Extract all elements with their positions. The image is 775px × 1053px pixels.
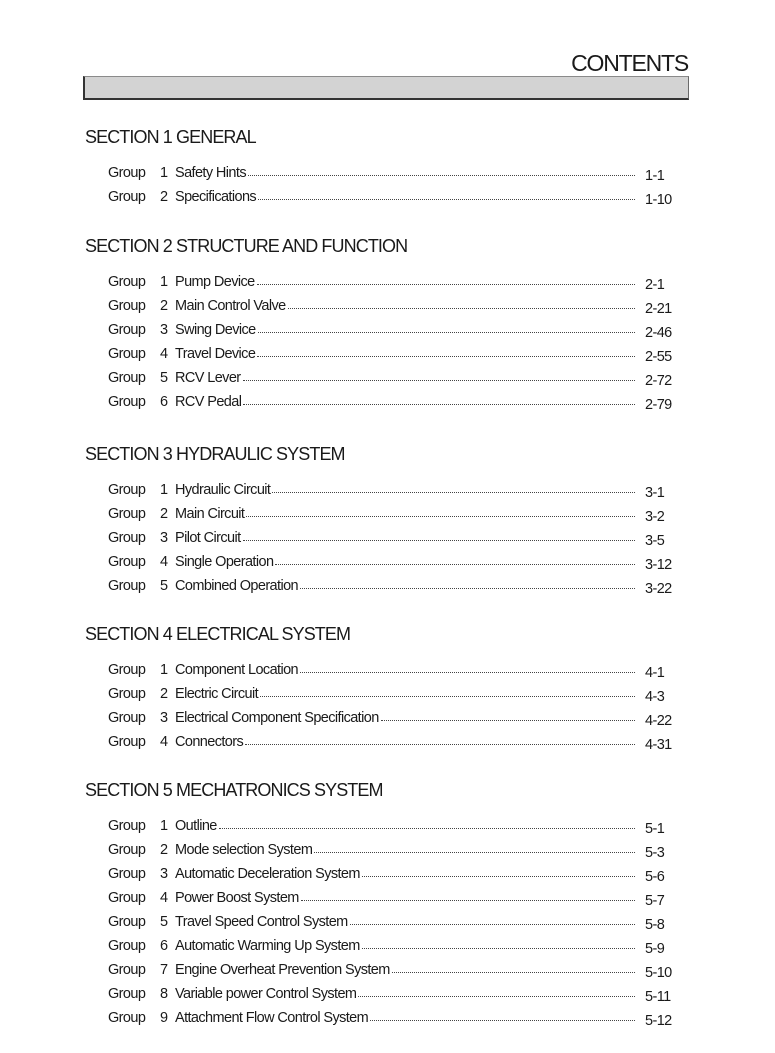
group-label: Group — [108, 554, 146, 570]
group-list — [85, 478, 685, 598]
toc-entry[interactable] — [85, 1006, 685, 1030]
group-label: Group — [108, 322, 146, 338]
section-title: SECTION 1 GENERAL — [85, 127, 256, 147]
group-label: Group — [108, 662, 146, 678]
page-number: 5-9 — [645, 940, 665, 957]
group-name: Variable power Control System — [175, 986, 357, 1002]
group-label: Group — [108, 890, 146, 906]
group-label: Group — [108, 710, 146, 726]
group-name: Combined Operation — [175, 578, 298, 594]
page-number: 5-7 — [645, 892, 665, 909]
group-label: Group — [108, 1010, 146, 1026]
dot-leader — [392, 972, 635, 973]
group-label: Group — [108, 482, 146, 498]
group-label: Group — [108, 818, 146, 834]
group-number: 1 — [160, 818, 168, 834]
dot-leader — [243, 540, 635, 541]
toc-entry[interactable] — [85, 682, 685, 706]
dot-leader — [245, 744, 635, 745]
page-number: 4-3 — [645, 688, 665, 705]
toc-entry[interactable] — [85, 838, 685, 862]
dot-leader — [243, 380, 635, 381]
toc-entry[interactable] — [85, 574, 685, 598]
group-label: Group — [108, 578, 146, 594]
group-name: Swing Device — [175, 322, 256, 338]
group-name: Hydraulic Circuit — [175, 482, 271, 498]
toc-entry[interactable] — [85, 706, 685, 730]
group-name: Power Boost System — [175, 890, 299, 906]
page-number: 5-10 — [645, 964, 672, 981]
toc-entry[interactable] — [85, 342, 685, 366]
group-label: Group — [108, 506, 146, 522]
page-number: 1-10 — [645, 191, 672, 208]
dot-leader — [248, 175, 635, 176]
group-label: Group — [108, 842, 146, 858]
page-number: 5-8 — [645, 916, 665, 933]
dot-leader — [258, 199, 635, 200]
dot-leader — [243, 404, 635, 405]
toc-section — [85, 442, 685, 598]
group-list — [85, 814, 685, 1030]
dot-leader — [288, 308, 635, 309]
page-number: 4-22 — [645, 712, 672, 729]
toc-entry[interactable] — [85, 390, 685, 414]
dot-leader — [362, 948, 635, 949]
group-number: 2 — [160, 298, 168, 314]
group-name: RCV Lever — [175, 370, 241, 386]
toc-entry[interactable] — [85, 886, 685, 910]
toc-section — [85, 622, 685, 754]
page-number: 5-6 — [645, 868, 665, 885]
toc-entry[interactable] — [85, 982, 685, 1006]
group-name: Outline — [175, 818, 217, 834]
toc-section — [85, 125, 685, 209]
group-number: 5 — [160, 578, 168, 594]
group-name: Travel Speed Control System — [175, 914, 348, 930]
dot-leader — [300, 672, 635, 673]
dot-leader — [275, 564, 635, 565]
dot-leader — [358, 996, 635, 997]
toc-entry[interactable] — [85, 550, 685, 574]
dot-leader — [257, 284, 635, 285]
group-label: Group — [108, 914, 146, 930]
group-label: Group — [108, 346, 146, 362]
group-number: 1 — [160, 274, 168, 290]
group-label: Group — [108, 938, 146, 954]
toc-entry[interactable] — [85, 502, 685, 526]
group-number: 3 — [160, 322, 168, 338]
page-number: 2-79 — [645, 396, 672, 413]
title-bar — [83, 76, 689, 100]
group-label: Group — [108, 734, 146, 750]
page-number: 3-12 — [645, 556, 672, 573]
group-number: 2 — [160, 842, 168, 858]
dot-leader — [350, 924, 635, 925]
group-name: Automatic Warming Up System — [175, 938, 360, 954]
toc-entry[interactable] — [85, 366, 685, 390]
dot-leader — [301, 900, 635, 901]
page-number: 5-3 — [645, 844, 665, 861]
toc-section — [85, 234, 685, 414]
group-label: Group — [108, 274, 146, 290]
toc-entry[interactable] — [85, 658, 685, 682]
group-number: 1 — [160, 165, 168, 181]
group-number: 4 — [160, 554, 168, 570]
group-number: 2 — [160, 686, 168, 702]
toc-entry[interactable] — [85, 526, 685, 550]
page-number: 2-55 — [645, 348, 672, 365]
toc-entry[interactable] — [85, 910, 685, 934]
group-number: 1 — [160, 662, 168, 678]
page-number: 3-5 — [645, 532, 665, 549]
toc-entry[interactable] — [85, 730, 685, 754]
dot-leader — [260, 696, 635, 697]
group-number: 3 — [160, 530, 168, 546]
page-number: 1-1 — [645, 167, 665, 184]
toc-entry[interactable] — [85, 270, 685, 294]
group-label: Group — [108, 394, 146, 410]
group-name: Pump Device — [175, 274, 255, 290]
group-number: 3 — [160, 710, 168, 726]
group-label: Group — [108, 189, 146, 205]
group-number: 3 — [160, 866, 168, 882]
page-number: 2-72 — [645, 372, 672, 389]
group-name: RCV Pedal — [175, 394, 242, 410]
section-title: SECTION 3 HYDRAULIC SYSTEM — [85, 444, 345, 464]
group-name: Engine Overheat Prevention System — [175, 962, 390, 978]
group-name: Single Operation — [175, 554, 274, 570]
page-number: 3-2 — [645, 508, 665, 525]
dot-leader — [257, 356, 635, 357]
group-label: Group — [108, 165, 146, 181]
toc-entry[interactable] — [85, 934, 685, 958]
group-list — [85, 270, 685, 414]
group-number: 5 — [160, 370, 168, 386]
group-number: 4 — [160, 734, 168, 750]
group-number: 4 — [160, 346, 168, 362]
page-number: 2-21 — [645, 300, 672, 317]
toc-entry[interactable] — [85, 294, 685, 318]
page-number: 4-31 — [645, 736, 672, 753]
group-name: Electric Circuit — [175, 686, 259, 702]
toc-entry[interactable] — [85, 814, 685, 838]
toc-entry[interactable] — [85, 318, 685, 342]
page-number: 5-11 — [645, 988, 671, 1005]
group-number: 4 — [160, 890, 168, 906]
dot-leader — [314, 852, 635, 853]
group-name: Main Control Valve — [175, 298, 286, 314]
dot-leader — [246, 516, 635, 517]
group-name: Safety Hints — [175, 165, 246, 181]
group-number: 7 — [160, 962, 168, 978]
dot-leader — [272, 492, 635, 493]
group-label: Group — [108, 686, 146, 702]
group-name: Automatic Deceleration System — [175, 866, 360, 882]
section-title: SECTION 4 ELECTRICAL SYSTEM — [85, 624, 351, 644]
dot-leader — [219, 828, 635, 829]
page-number: 3-1 — [645, 484, 665, 501]
group-number: 1 — [160, 482, 168, 498]
toc-entry[interactable] — [85, 161, 685, 185]
page-number: 5-1 — [645, 820, 665, 837]
page-number: 4-1 — [645, 664, 665, 681]
group-name: Main Circuit — [175, 506, 245, 522]
toc-entry[interactable] — [85, 185, 685, 209]
group-number: 6 — [160, 938, 168, 954]
group-label: Group — [108, 986, 146, 1002]
group-number: 9 — [160, 1010, 168, 1026]
group-name: Mode selection System — [175, 842, 313, 858]
group-name: Connectors — [175, 734, 244, 750]
group-number: 5 — [160, 914, 168, 930]
group-number: 2 — [160, 189, 168, 205]
dot-leader — [381, 720, 635, 721]
group-label: Group — [108, 370, 146, 386]
dot-leader — [300, 588, 635, 589]
group-list — [85, 658, 685, 754]
toc-entry[interactable] — [85, 958, 685, 982]
group-name: Pilot Circuit — [175, 530, 241, 546]
page-title: CONTENTS — [571, 50, 688, 76]
group-number: 2 — [160, 506, 168, 522]
group-list — [85, 161, 685, 209]
group-name: Attachment Flow Control System — [175, 1010, 369, 1026]
group-number: 6 — [160, 394, 168, 410]
group-name: Specifications — [175, 189, 257, 205]
page-number: 2-1 — [645, 276, 665, 293]
dot-leader — [258, 332, 635, 333]
group-number: 8 — [160, 986, 168, 1002]
section-title: SECTION 2 STRUCTURE AND FUNCTION — [85, 236, 408, 256]
dot-leader — [370, 1020, 635, 1021]
page-number: 3-22 — [645, 580, 672, 597]
toc-entry[interactable] — [85, 862, 685, 886]
page-number: 2-46 — [645, 324, 672, 341]
toc-section — [85, 778, 685, 1030]
group-label: Group — [108, 962, 146, 978]
dot-leader — [362, 876, 635, 877]
group-name: Electrical Component Specification — [175, 710, 379, 726]
group-label: Group — [108, 866, 146, 882]
group-label: Group — [108, 530, 146, 546]
page-number: 5-12 — [645, 1012, 672, 1029]
group-name: Travel Device — [175, 346, 256, 362]
group-label: Group — [108, 298, 146, 314]
toc-entry[interactable] — [85, 478, 685, 502]
group-name: Component Location — [175, 662, 299, 678]
section-title: SECTION 5 MECHATRONICS SYSTEM — [85, 780, 383, 800]
